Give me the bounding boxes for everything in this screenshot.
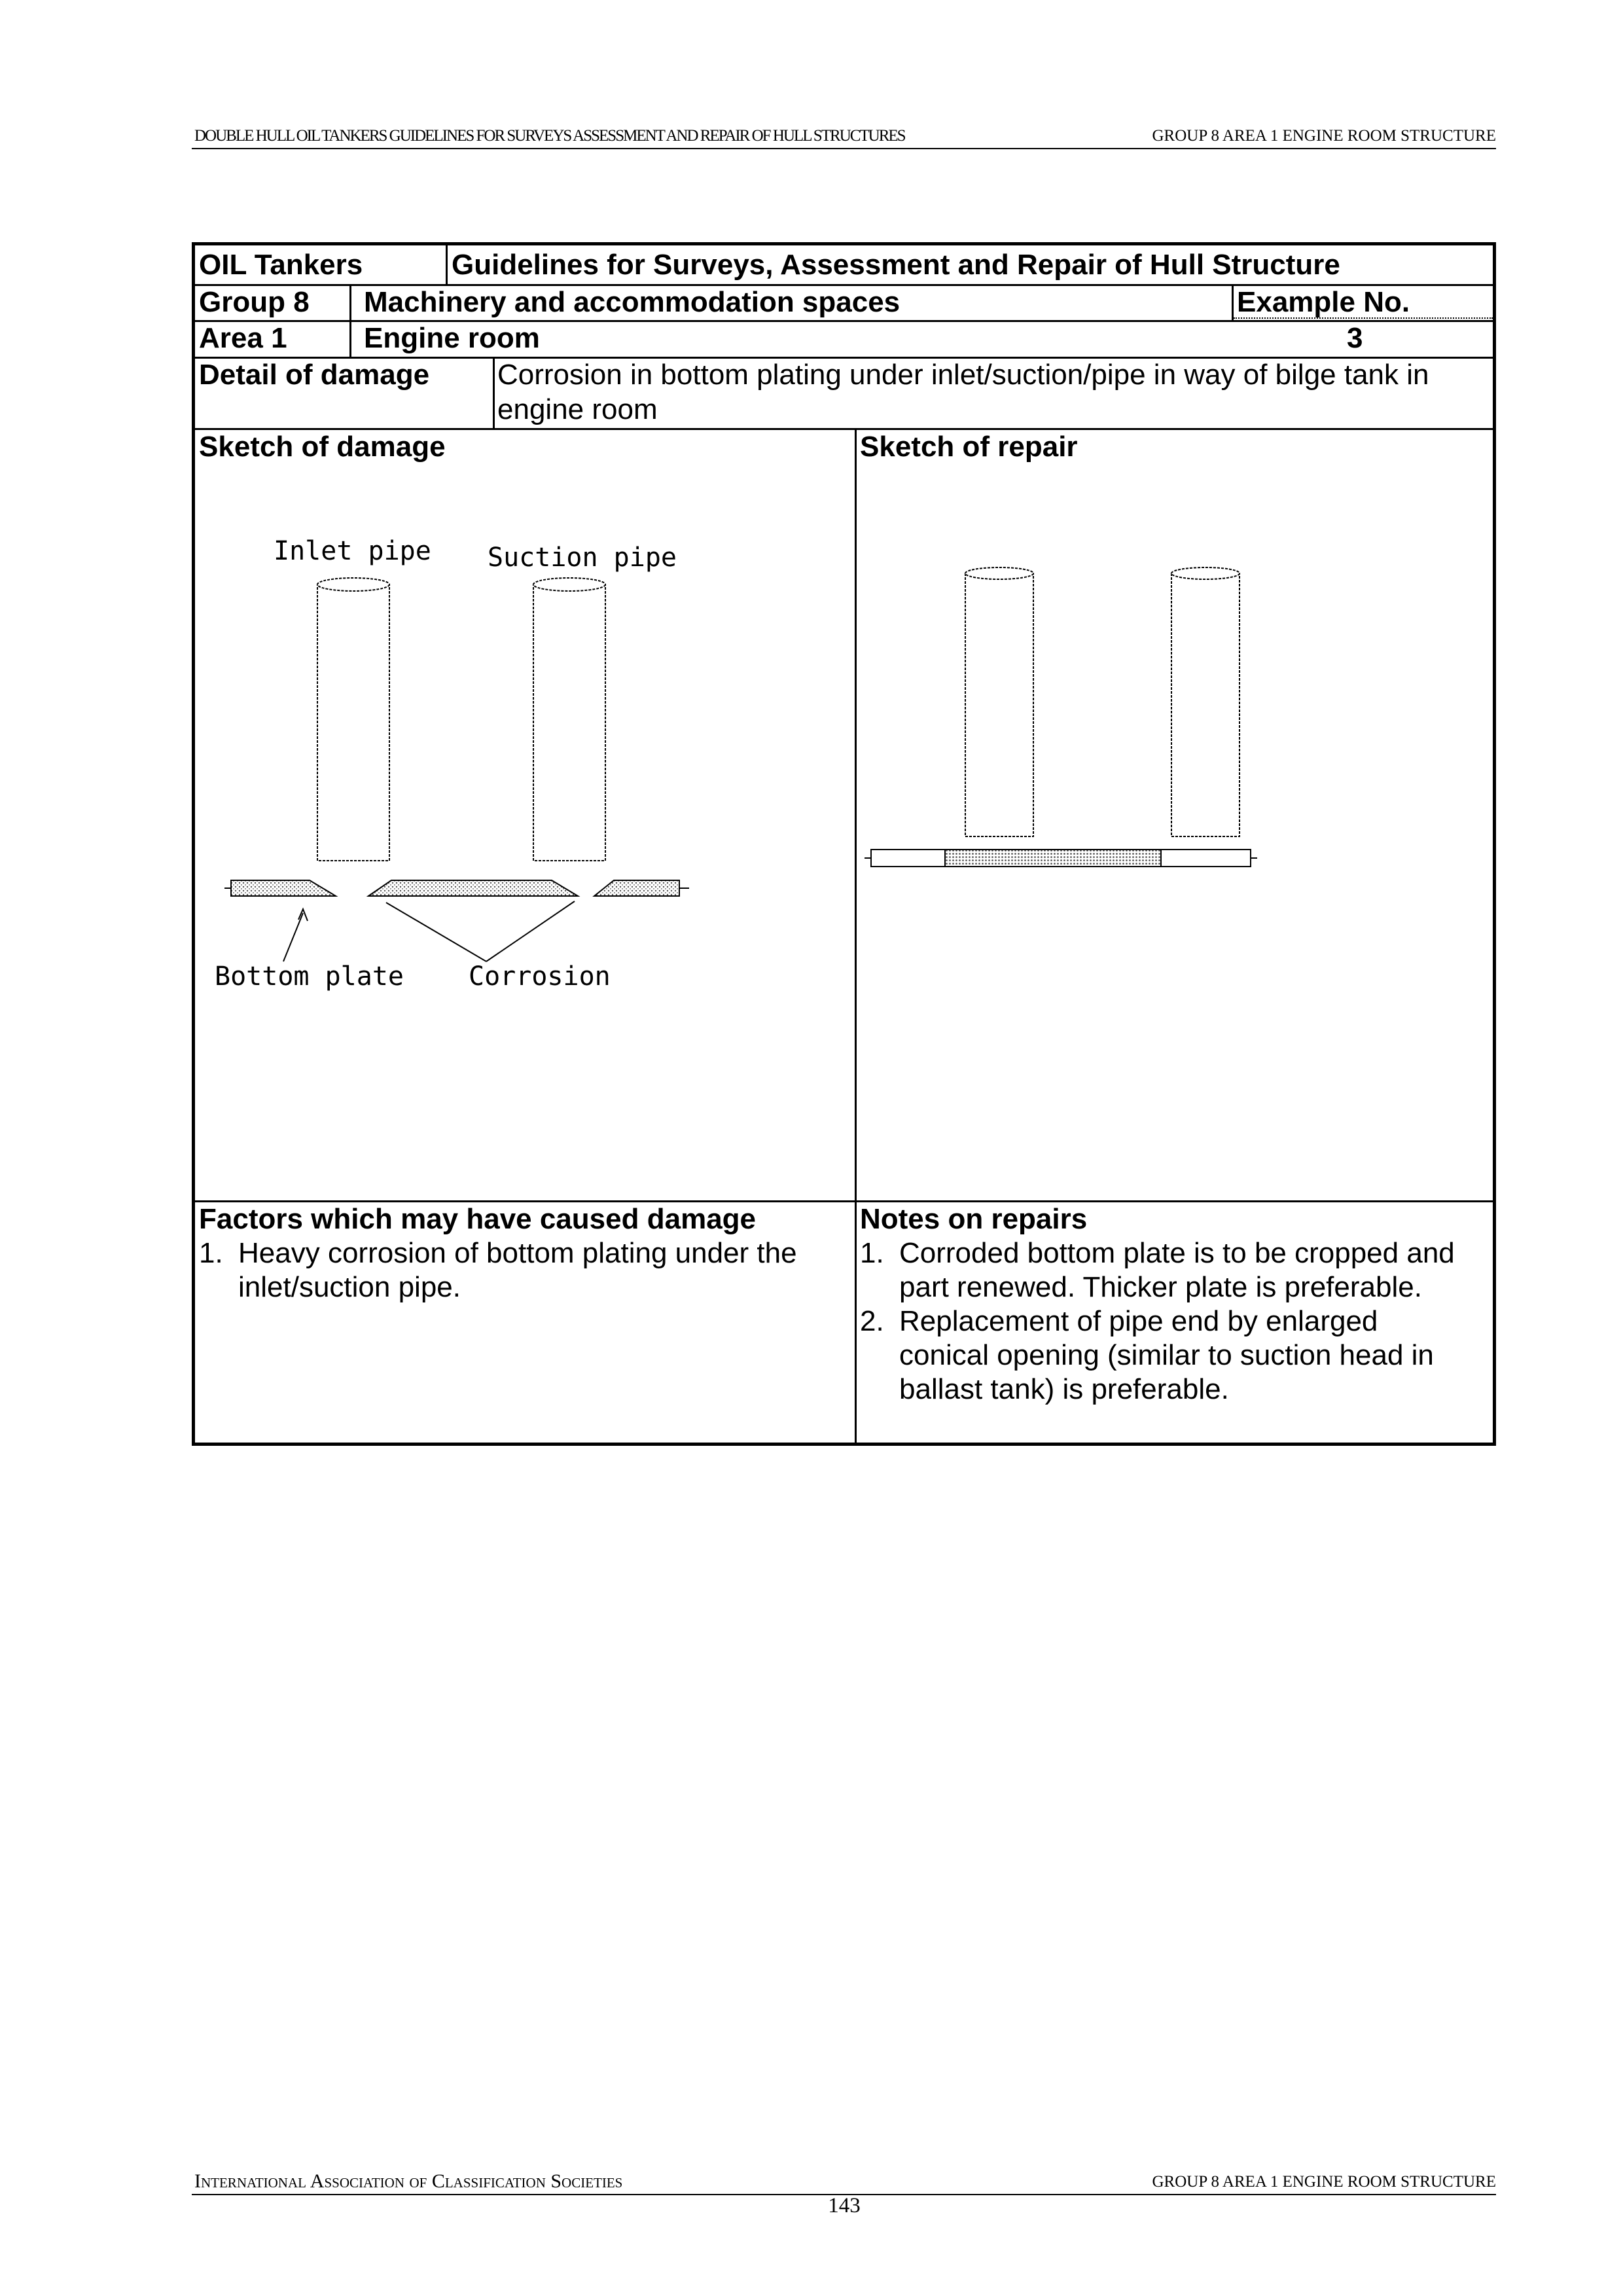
factor-text-line2: inlet/suction pipe. [238,1271,461,1303]
factor-item [199,1236,847,1304]
guideline-title: Guidelines for Surveys, Assessment and Repair of Hull Structure [452,249,1340,281]
note-number: 1. [860,1237,884,1269]
detail-label: Detail of damage [199,359,430,391]
col-divider [493,358,495,429]
sketch-repair-label: Sketch of repair [860,431,1078,463]
damage-example-table [192,242,1496,1446]
sketch-damage-label: Sketch of damage [199,431,446,463]
page-footer [192,2172,1496,2195]
group-value: Machinery and accommodation spaces [364,286,901,318]
note-text-line: part renewed. Thicker plate is preferable. [899,1271,1422,1303]
repaired-pipe-right [1171,567,1240,836]
page-header [192,128,1496,149]
factors-list [199,1236,847,1304]
group-label: Group 8 [199,286,310,318]
footer-right-text: GROUP 8 AREA 1 ENGINE ROOM STRUCTURE [1152,2173,1496,2191]
col-divider [1232,285,1234,321]
col-divider [446,245,448,285]
note-text-line: Corroded bottom plate is to be cropped and [899,1237,1455,1269]
note-text-line: ballast tank) is preferable. [899,1373,1229,1405]
ship-type: OIL Tankers [199,249,363,281]
leader-lines [283,901,575,961]
corroded-bottom-plate [224,880,689,896]
header-right-text: GROUP 8 AREA 1 ENGINE ROOM STRUCTURE [1152,127,1496,145]
col-divider [349,285,351,358]
factor-number: 1. [199,1237,223,1269]
area-value: Engine room [364,322,540,354]
detail-text-line1: Corrosion in bottom plating under inlet/suction/pipe in way of bilge tank in [497,359,1429,391]
note-text-line: Replacement of pipe end by enlarged [899,1305,1378,1337]
example-label: Example No. [1237,286,1410,318]
renewed-bottom-plate [865,850,1257,867]
inlet-pipe [317,578,389,861]
damage-sketch [195,430,855,1201]
note-item [860,1236,1491,1304]
note-text-line: conical opening (similar to suction head in [899,1339,1434,1371]
factors-label: Factors which may have caused damage [199,1203,757,1235]
suction-pipe [533,578,605,861]
suction-pipe-label: Suction pipe [488,543,677,573]
factor-text-line1: Heavy corrosion of bottom plating under the [238,1237,797,1269]
note-number: 2. [860,1305,884,1337]
repair-sketch [857,430,1493,1201]
notes-list [860,1236,1491,1407]
inlet-pipe-label: Inlet pipe [274,536,431,566]
notes-label: Notes on repairs [860,1203,1088,1235]
repaired-pipe-left [965,567,1033,836]
corrosion-label: Corrosion [469,961,611,992]
area-label: Area 1 [199,322,287,354]
header-left-text: DOUBLE HULL OIL TANKERS GUIDELINES FOR SURVEYS ASSESSMENT AND REPAIR OF HULL STRUCTURES [194,127,905,145]
footer-left-text: International Association of Classification Societies [194,2170,623,2192]
detail-text-line2: engine room [497,393,658,425]
example-number: 3 [1347,322,1363,354]
page-number: 143 [828,2194,861,2217]
bottom-plate-label: Bottom plate [215,961,404,992]
note-item [860,1304,1491,1407]
